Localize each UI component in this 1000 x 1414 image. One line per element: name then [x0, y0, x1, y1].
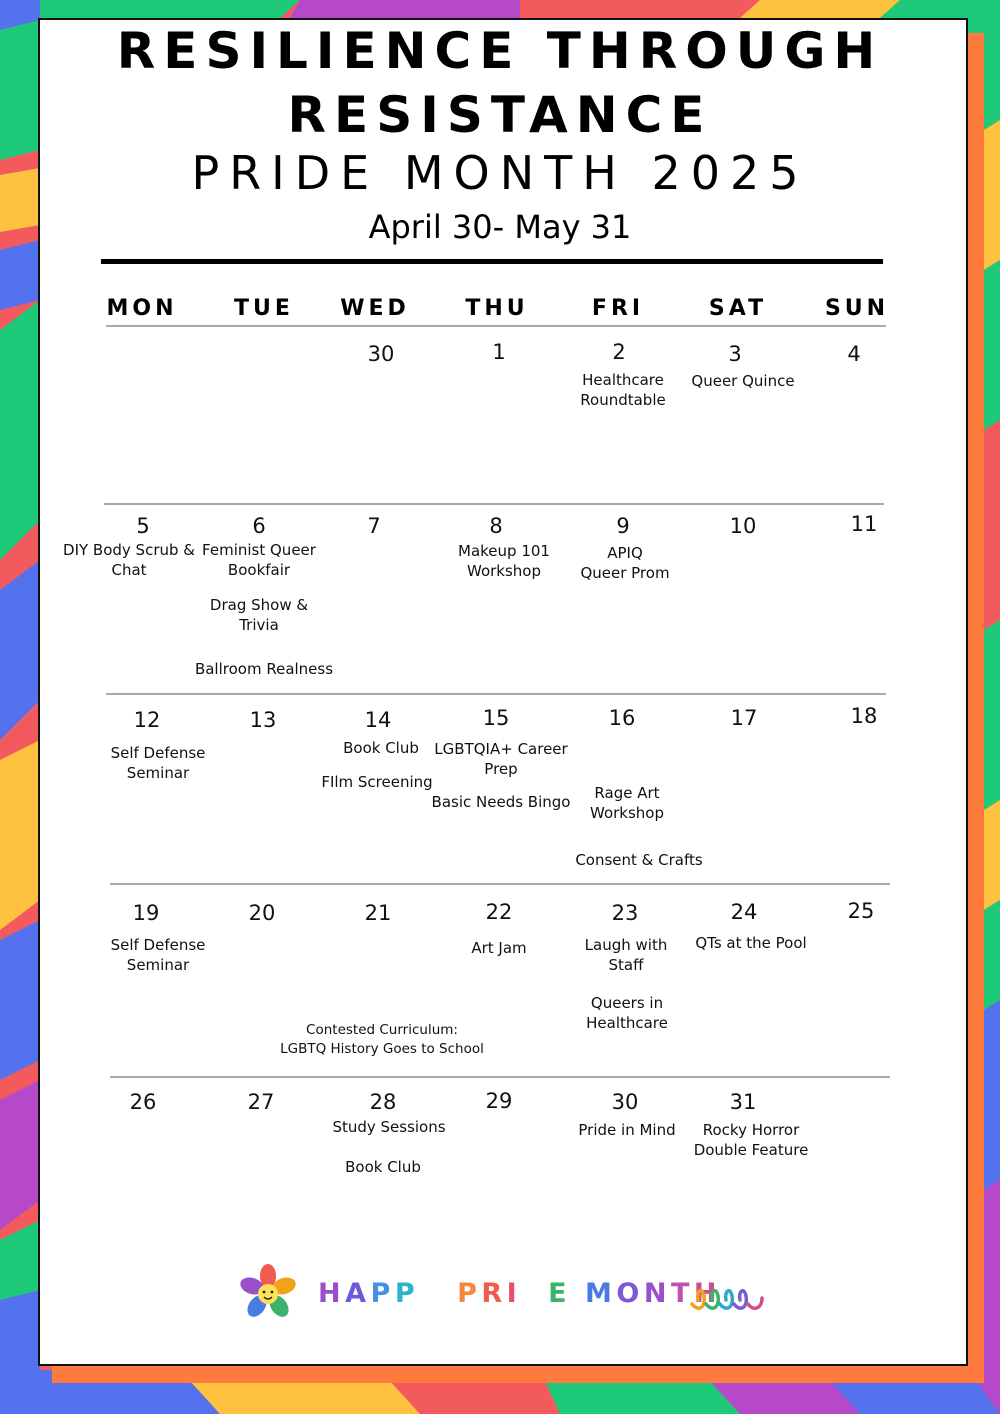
weekday-fri: FRI: [591, 296, 645, 321]
weekday-tue: TUE: [234, 296, 294, 321]
subtitle: PRIDE MONTH 2025: [191, 146, 809, 200]
day-number: 20: [248, 901, 276, 925]
calendar-event: FIlm Screening: [321, 773, 433, 791]
calendar-event: Study Sessions: [332, 1118, 446, 1136]
footer-letter: P: [394, 1278, 420, 1309]
footer-letter: [443, 1278, 457, 1309]
calendar-event: Drag Show & Trivia: [209, 596, 309, 634]
calendar-event: Pride in Mind: [578, 1121, 676, 1139]
day-number: 10: [729, 514, 757, 538]
day-number: 30: [611, 1090, 639, 1114]
weekday-thu: THU: [465, 296, 529, 321]
day-number: 4: [847, 342, 861, 366]
calendar-event: Art Jam: [471, 939, 527, 957]
day-number: 13: [249, 708, 277, 732]
footer-letter: P: [457, 1278, 482, 1309]
day-number: 17: [730, 706, 758, 730]
footer-letter: T: [670, 1278, 694, 1309]
footer-letter: Y: [419, 1278, 444, 1309]
date-range: April 30- May 31: [368, 208, 632, 246]
footer-letter: I: [506, 1278, 522, 1309]
calendar-event: Contested Curriculum: LGBTQ History Goes to School: [280, 1022, 484, 1057]
calendar-event: Queer Quince: [691, 372, 795, 390]
day-number: 26: [129, 1090, 157, 1114]
day-number: 19: [132, 901, 160, 925]
weekday-mon: MON: [106, 296, 178, 321]
header-divider: [106, 325, 886, 327]
day-number: 29: [485, 1089, 513, 1113]
day-number: 27: [247, 1090, 275, 1114]
day-number: 25: [847, 899, 875, 923]
calendar-event: Book Club: [343, 739, 419, 757]
calendar-event: Consent & Crafts: [575, 851, 703, 869]
pride-flower-icon: [238, 1264, 298, 1324]
calendar-event: DIY Body Scrub & Chat: [63, 541, 195, 579]
title-divider: [101, 259, 883, 264]
weekday-wed: WED: [340, 296, 410, 321]
title-line-1: RESILIENCE THROUGH: [116, 22, 884, 80]
day-number: 11: [850, 512, 878, 536]
day-number: 7: [367, 514, 381, 538]
calendar-event: LGBTQIA+ Career Prep: [434, 740, 568, 778]
day-number: 2: [612, 340, 626, 364]
day-number: 24: [730, 900, 758, 924]
calendar-event: Feminist Queer Bookfair: [202, 541, 316, 579]
footer-letter: H: [693, 1278, 721, 1309]
week-divider: [104, 503, 884, 505]
day-number: 30: [367, 342, 395, 366]
footer-letter: M: [585, 1278, 617, 1309]
day-number: 21: [364, 901, 392, 925]
footer-letter: R: [481, 1278, 507, 1309]
day-number: 8: [489, 514, 503, 538]
weekday-sun: SUN: [824, 296, 890, 321]
calendar-event: Laugh with Staff: [584, 936, 668, 974]
calendar-event: Makeup 101 Workshop: [458, 542, 550, 580]
calendar-event: Queers in Healthcare: [586, 994, 668, 1032]
calendar-event: Book Club: [345, 1158, 421, 1176]
calendar-event: APIQ Queer Prom: [580, 544, 670, 582]
calendar-event: Rocky Horror Double Feature: [693, 1121, 809, 1159]
calendar-event: Basic Needs Bingo: [431, 793, 571, 811]
calendar-event: Healthcare Roundtable: [580, 371, 666, 409]
day-number: 23: [611, 901, 639, 925]
week-divider: [106, 693, 886, 695]
footer-letter: A: [345, 1278, 371, 1309]
footer-letter: N: [643, 1278, 671, 1309]
rainbow-squiggle-icon: [688, 1278, 768, 1314]
day-number: 15: [482, 706, 510, 730]
day-number: 28: [369, 1090, 397, 1114]
day-number: 31: [729, 1090, 757, 1114]
calendar-event: Ballroom Realness: [194, 660, 334, 678]
footer-letter: H: [318, 1278, 346, 1309]
footer-letter: D: [521, 1278, 549, 1309]
day-number: 16: [608, 706, 636, 730]
calendar-event: QTs at the Pool: [695, 934, 807, 952]
footer-letter: E: [548, 1278, 572, 1309]
day-number: 22: [485, 900, 513, 924]
day-number: 6: [252, 514, 266, 538]
calendar-event: Rage Art Workshop: [589, 784, 665, 822]
day-number: 1: [492, 340, 506, 364]
title-line-2: RESISTANCE: [287, 86, 713, 144]
calendar-event: Self Defense Seminar: [110, 744, 206, 782]
week-divider: [110, 883, 890, 885]
day-number: 5: [136, 514, 150, 538]
footer-letter: P: [370, 1278, 395, 1309]
day-number: 14: [364, 708, 392, 732]
footer-letter: [571, 1278, 585, 1309]
day-number: 18: [850, 704, 878, 728]
weekday-sat: SAT: [708, 296, 768, 321]
happy-pride-month-text: [318, 1278, 721, 1309]
day-number: 3: [728, 342, 742, 366]
footer-letter: O: [616, 1278, 644, 1309]
calendar-event: Self Defense Seminar: [110, 936, 206, 974]
day-number: 12: [133, 708, 161, 732]
week-divider: [110, 1076, 890, 1078]
day-number: 9: [616, 514, 630, 538]
